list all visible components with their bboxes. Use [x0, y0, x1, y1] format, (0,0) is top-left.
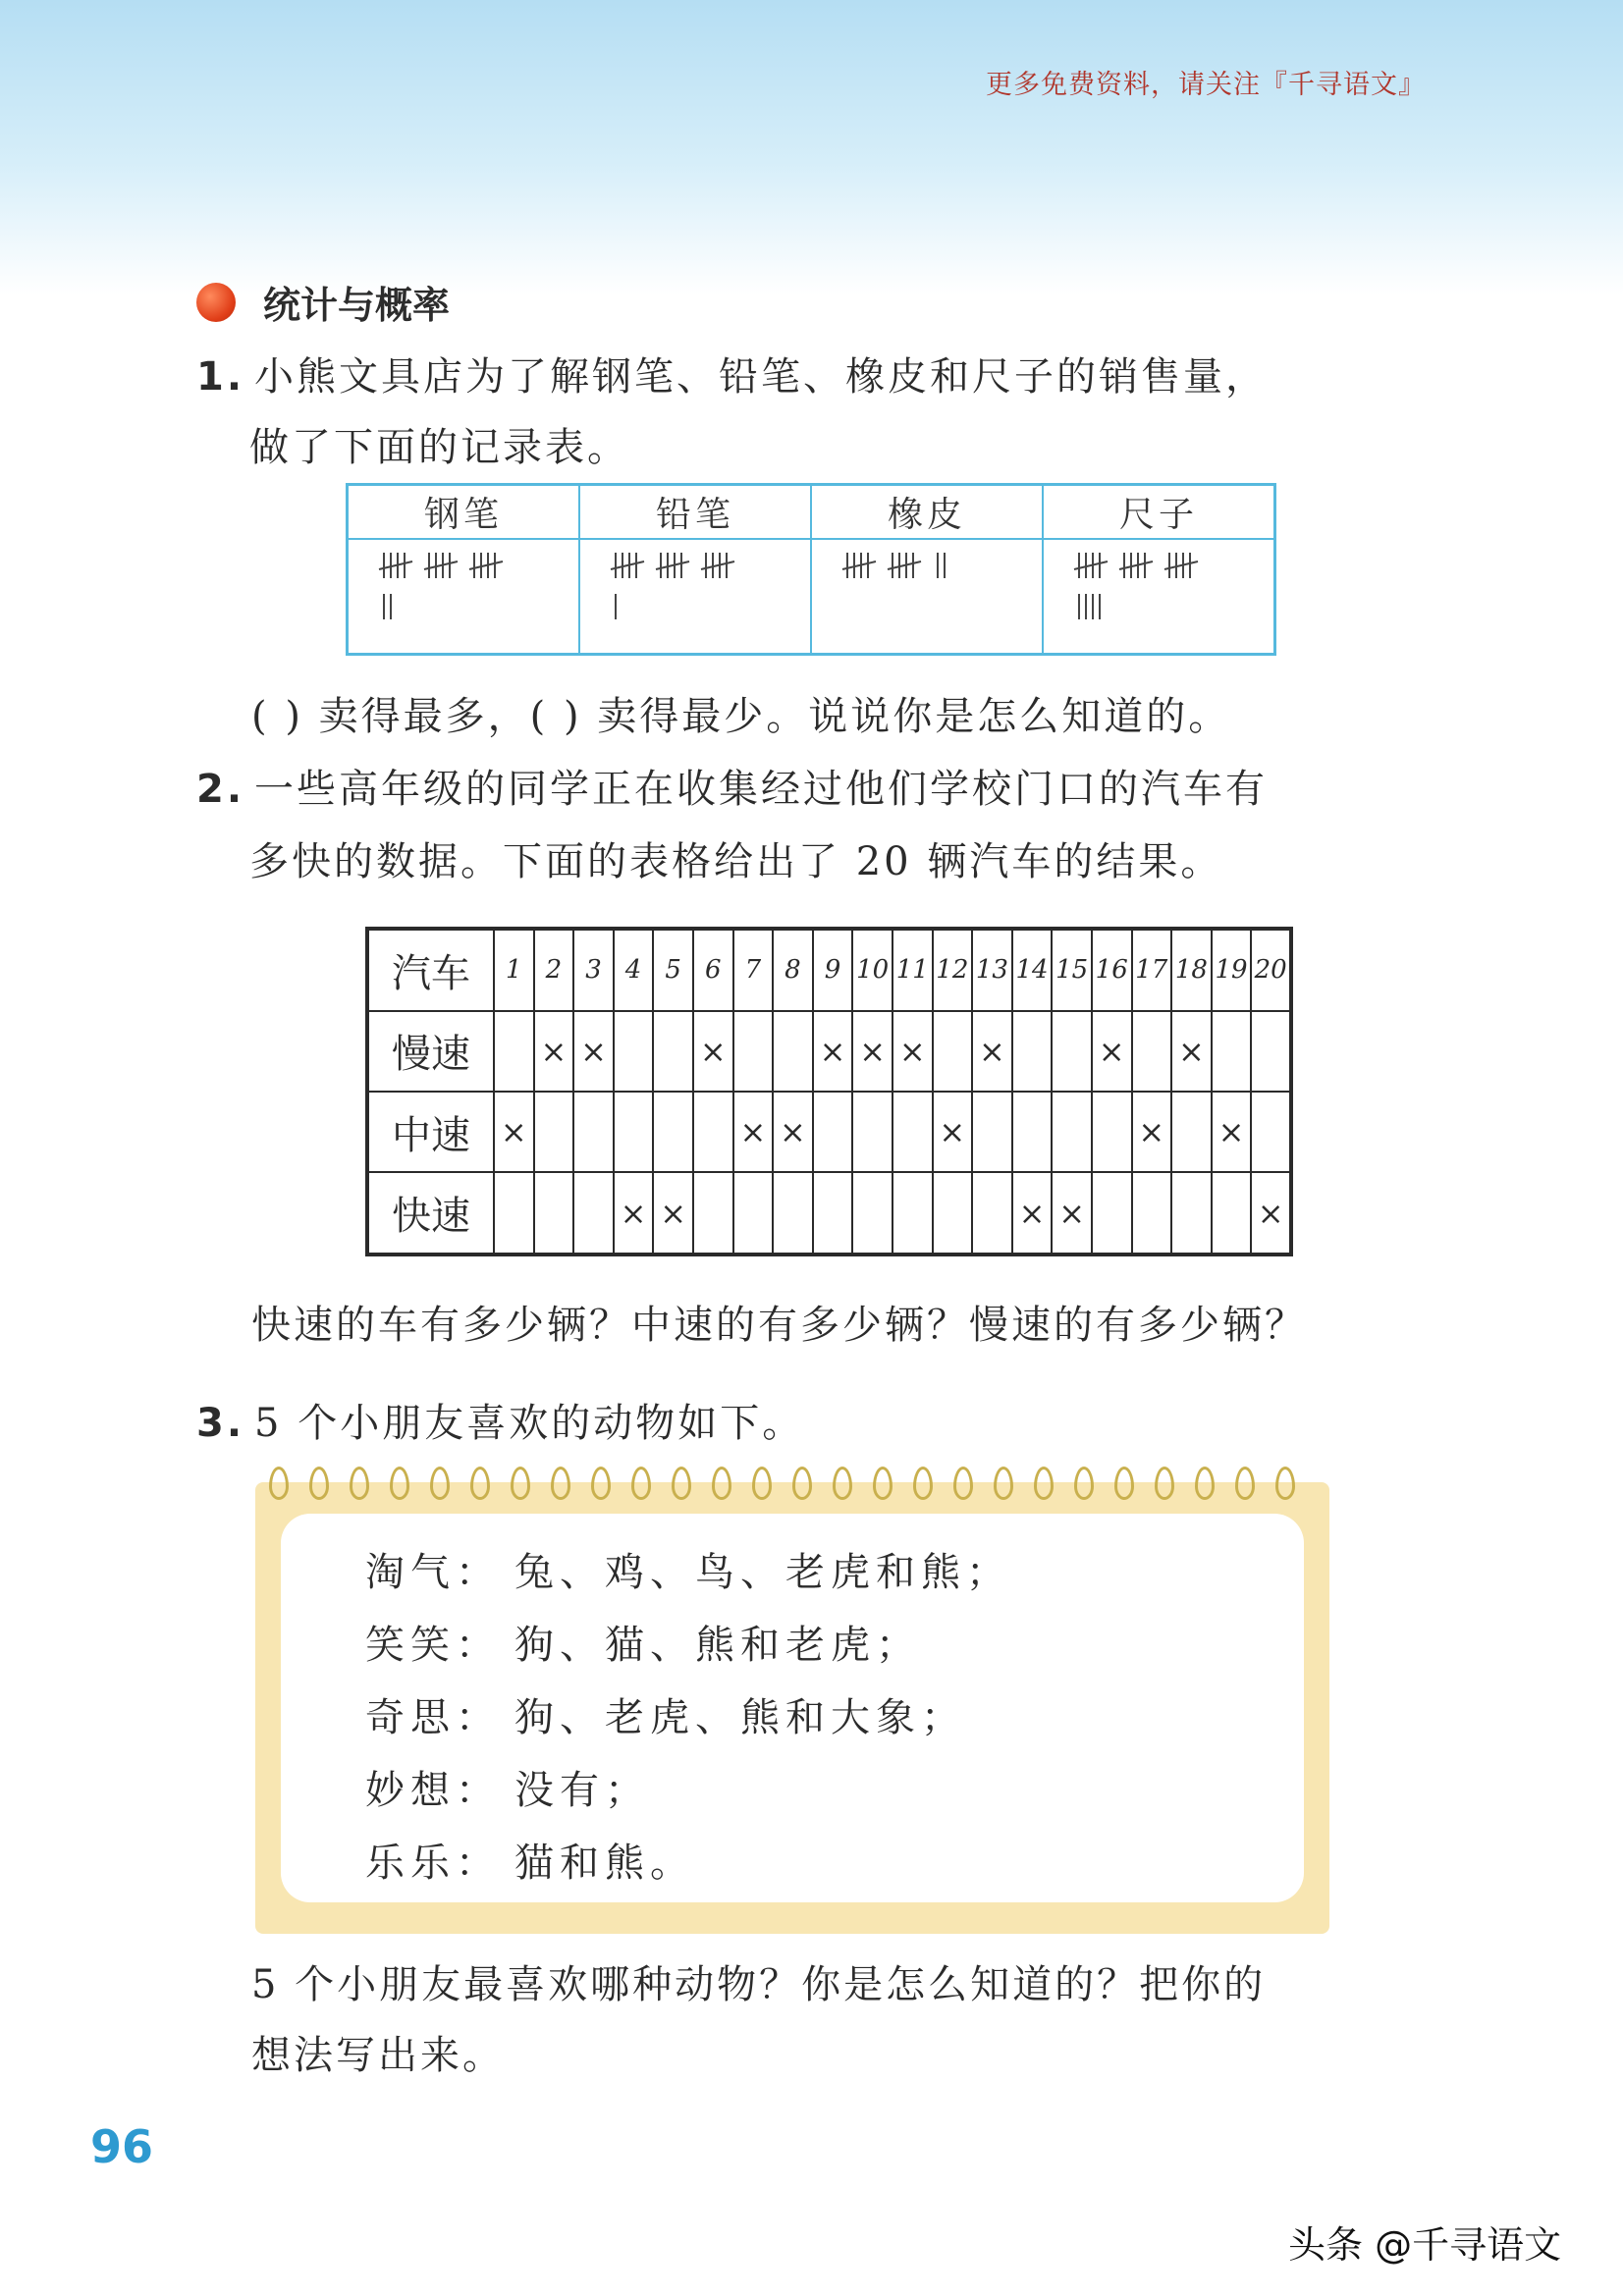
- note-animals: 兔、鸡、鸟、老虎和熊；: [514, 1550, 1011, 1595]
- tally-cell-pen: [378, 546, 535, 628]
- spiral-ring-icon: [591, 1467, 611, 1500]
- spiral-ring-icon: [672, 1467, 691, 1500]
- car-number-cell: 14: [1012, 929, 1053, 1011]
- tally-header-ruler: 尺子: [1043, 485, 1275, 540]
- spiral-ring-icon: [994, 1467, 1013, 1500]
- tally-group: [610, 550, 647, 581]
- spiral-ring-icon: [1034, 1467, 1054, 1500]
- speed-empty-cell: [1171, 1172, 1212, 1255]
- car-number-cell: 5: [653, 929, 693, 1011]
- speed-empty-cell: [1251, 1011, 1291, 1092]
- tally-group: [468, 550, 506, 581]
- page-number: 96: [90, 2120, 154, 2173]
- note-name: 奇思：: [365, 1695, 501, 1740]
- car-number-cell: 10: [852, 929, 893, 1011]
- q2-text-line1: 一些高年级的同学正在收集经过他们学校门口的汽车有: [254, 767, 1269, 812]
- q1-line1: [196, 346, 1268, 401]
- note-item: [365, 1686, 966, 1742]
- speed-mark: ×: [1052, 1172, 1092, 1255]
- car-number-cell: 18: [1171, 929, 1212, 1011]
- speed-empty-cell: [1132, 1172, 1172, 1255]
- tally-cell-pencil: [610, 546, 767, 628]
- tally-cell-eraser: [841, 546, 999, 587]
- spiral-ring-icon: [390, 1467, 409, 1500]
- speed-empty-cell: [933, 1172, 973, 1255]
- speed-mark: ×: [852, 1011, 893, 1092]
- speed-empty-cell: [893, 1172, 933, 1255]
- car-number-cell: 6: [693, 929, 733, 1011]
- speed-empty-cell: [653, 1011, 693, 1092]
- section-heading: [196, 275, 450, 329]
- speed-mark: ×: [653, 1172, 693, 1255]
- speed-empty-cell: [733, 1172, 774, 1255]
- speed-mark: ×: [1212, 1092, 1252, 1172]
- car-speed-row: [367, 1172, 1291, 1255]
- speed-empty-cell: [1052, 1092, 1092, 1172]
- tally-group: [1163, 550, 1201, 581]
- spiral-ring-icon: [309, 1467, 329, 1500]
- tally-header-eraser: 橡皮: [811, 485, 1043, 540]
- speed-empty-cell: [693, 1172, 733, 1255]
- car-number-cell: 1: [494, 929, 534, 1011]
- speed-empty-cell: [1212, 1172, 1252, 1255]
- spiral-ring-icon: [1114, 1467, 1134, 1500]
- speed-empty-cell: [1012, 1092, 1053, 1172]
- car-header-label: 汽车: [367, 929, 494, 1011]
- speed-empty-cell: [1251, 1092, 1291, 1172]
- spiral-ring-icon: [1275, 1467, 1295, 1500]
- car-number-cell: 8: [773, 929, 813, 1011]
- spiral-ring-icon: [712, 1467, 731, 1500]
- q3-question-line1: 5 个小朋友最喜欢哪种动物？你是怎么知道的？把你的: [251, 1962, 1267, 2007]
- spiral-ring-icon: [430, 1467, 450, 1500]
- q2-number: 2.: [196, 767, 245, 812]
- speed-empty-cell: [1212, 1011, 1252, 1092]
- speed-empty-cell: [494, 1172, 534, 1255]
- spiral-ring-icon: [1155, 1467, 1174, 1500]
- q1-number: 1.: [196, 354, 245, 400]
- speed-mark: ×: [773, 1092, 813, 1172]
- speed-empty-cell: [733, 1011, 774, 1092]
- speed-empty-cell: [1012, 1011, 1053, 1092]
- note-animals: 猫和熊。: [514, 1841, 695, 1886]
- spiral-ring-icon: [511, 1467, 530, 1500]
- tally-group: [700, 550, 737, 581]
- note-animals: 狗、老虎、熊和大象；: [514, 1695, 966, 1740]
- q2-line1: [196, 758, 1268, 814]
- stationery-tally-table: [346, 483, 1276, 656]
- car-number-cell: 17: [1132, 929, 1172, 1011]
- speed-empty-cell: [773, 1011, 813, 1092]
- q2-line2: 多快的数据。下面的表格给出了 20 辆汽车的结果。: [249, 839, 1223, 884]
- speed-mark: ×: [972, 1011, 1012, 1092]
- note-item: [365, 1541, 1011, 1597]
- spiral-ring-icon: [752, 1467, 772, 1500]
- tally-partial: [1073, 591, 1110, 622]
- speed-mark: ×: [813, 1011, 853, 1092]
- speed-empty-cell: [933, 1011, 973, 1092]
- speed-empty-cell: [972, 1092, 1012, 1172]
- car-speed-table: [365, 927, 1293, 1256]
- car-number-cell: 19: [1212, 929, 1252, 1011]
- q2-question: 快速的车有多少辆？中速的有多少辆？慢速的有多少辆？: [251, 1303, 1307, 1348]
- tally-group: [378, 550, 415, 581]
- speed-empty-cell: [852, 1092, 893, 1172]
- speed-mark: ×: [733, 1092, 774, 1172]
- speed-empty-cell: [653, 1092, 693, 1172]
- spiral-ring-icon: [953, 1467, 973, 1500]
- car-number-cell: 2: [534, 929, 574, 1011]
- spiral-ring-icon: [1195, 1467, 1215, 1500]
- tally-header-pencil: 铅笔: [579, 485, 811, 540]
- tally-group: [655, 550, 692, 581]
- speed-empty-cell: [773, 1172, 813, 1255]
- tally-group: [1118, 550, 1156, 581]
- spiral-ring-icon: [350, 1467, 369, 1500]
- tally-partial: [932, 550, 969, 581]
- speed-empty-cell: [614, 1011, 654, 1092]
- note-name: 乐乐：: [365, 1841, 501, 1886]
- car-number-cell: 3: [573, 929, 614, 1011]
- car-number-cell: 9: [813, 929, 853, 1011]
- speed-empty-cell: [573, 1172, 614, 1255]
- speed-mark: ×: [494, 1092, 534, 1172]
- speed-empty-cell: [693, 1092, 733, 1172]
- note-item: [365, 1759, 650, 1815]
- speed-empty-cell: [972, 1172, 1012, 1255]
- speed-label: 慢速: [367, 1011, 494, 1092]
- spiral-ring-icon: [551, 1467, 570, 1500]
- car-speed-row: [367, 1092, 1291, 1172]
- section-title: 统计与概率: [263, 284, 451, 327]
- speed-empty-cell: [1171, 1092, 1212, 1172]
- tally-partial: [610, 591, 647, 622]
- speed-mark: ×: [893, 1011, 933, 1092]
- tally-group: [887, 550, 924, 581]
- notebook-spiral: [269, 1467, 1320, 1506]
- spiral-ring-icon: [269, 1467, 289, 1500]
- car-number-cell: 20: [1251, 929, 1291, 1011]
- spiral-ring-icon: [792, 1467, 812, 1500]
- speed-empty-cell: [494, 1011, 534, 1092]
- note-item: [365, 1832, 695, 1888]
- car-number-cell: 11: [893, 929, 933, 1011]
- speed-empty-cell: [1052, 1011, 1092, 1092]
- note-name: 笑笑：: [365, 1623, 501, 1668]
- note-name: 淘气：: [365, 1550, 501, 1595]
- spiral-ring-icon: [873, 1467, 893, 1500]
- speed-mark: ×: [1012, 1172, 1053, 1255]
- speed-mark: ×: [573, 1011, 614, 1092]
- speed-mark: ×: [534, 1011, 574, 1092]
- spiral-ring-icon: [1074, 1467, 1094, 1500]
- tally-group: [423, 550, 460, 581]
- q1-line2: 做了下面的记录表。: [249, 425, 629, 470]
- speed-empty-cell: [1092, 1092, 1132, 1172]
- tally-cell-ruler: [1073, 546, 1230, 628]
- tally-group: [841, 550, 879, 581]
- speed-empty-cell: [614, 1092, 654, 1172]
- watermark: 头条 @千寻语文: [1288, 2223, 1562, 2267]
- speed-empty-cell: [1092, 1172, 1132, 1255]
- q3-intro-line: [196, 1392, 804, 1448]
- q3-intro: 5 个小朋友喜欢的动物如下。: [254, 1401, 805, 1446]
- speed-empty-cell: [534, 1172, 574, 1255]
- car-speed-row: [367, 1011, 1291, 1092]
- q1-prompt: ( ) 卖得最多，( ) 卖得最少。说说你是怎么知道的。: [251, 694, 1231, 739]
- car-number-cell: 4: [614, 929, 654, 1011]
- spiral-ring-icon: [913, 1467, 933, 1500]
- note-item: [365, 1614, 921, 1670]
- car-header-row: [367, 929, 1291, 1011]
- spiral-ring-icon: [1235, 1467, 1255, 1500]
- q3-number: 3.: [196, 1401, 245, 1446]
- speed-mark: ×: [1132, 1092, 1172, 1172]
- section-bullet-icon: [196, 283, 236, 322]
- tally-partial: [378, 591, 415, 622]
- speed-label: 快速: [367, 1172, 494, 1255]
- speed-mark: ×: [1171, 1011, 1212, 1092]
- car-number-cell: 16: [1092, 929, 1132, 1011]
- car-number-cell: 7: [733, 929, 774, 1011]
- header-band: [0, 0, 1623, 294]
- car-number-cell: 12: [933, 929, 973, 1011]
- speed-empty-cell: [813, 1172, 853, 1255]
- spiral-ring-icon: [470, 1467, 490, 1500]
- note-animals: 狗、猫、熊和老虎；: [514, 1623, 921, 1668]
- speed-empty-cell: [1132, 1011, 1172, 1092]
- q3-question-line2: 想法写出来。: [251, 2033, 505, 2078]
- speed-mark: ×: [614, 1172, 654, 1255]
- tally-group: [1073, 550, 1110, 581]
- note-name: 妙想：: [365, 1768, 501, 1813]
- speed-mark: ×: [693, 1011, 733, 1092]
- car-number-cell: 13: [972, 929, 1012, 1011]
- speed-mark: ×: [1092, 1011, 1132, 1092]
- notebook-card: [255, 1482, 1329, 1934]
- header-note: 更多免费资料，请关注『千寻语文』: [986, 70, 1426, 100]
- spiral-ring-icon: [833, 1467, 852, 1500]
- q1-text-line1: 小熊文具店为了解钢笔、铅笔、橡皮和尺子的销售量，: [254, 354, 1269, 400]
- speed-empty-cell: [893, 1092, 933, 1172]
- car-number-cell: 15: [1052, 929, 1092, 1011]
- speed-mark: ×: [933, 1092, 973, 1172]
- speed-empty-cell: [813, 1092, 853, 1172]
- speed-empty-cell: [573, 1092, 614, 1172]
- speed-empty-cell: [852, 1172, 893, 1255]
- speed-mark: ×: [1251, 1172, 1291, 1255]
- speed-empty-cell: [534, 1092, 574, 1172]
- speed-label: 中速: [367, 1092, 494, 1172]
- note-animals: 没有；: [514, 1768, 650, 1813]
- tally-header-pen: 钢笔: [348, 485, 580, 540]
- spiral-ring-icon: [631, 1467, 651, 1500]
